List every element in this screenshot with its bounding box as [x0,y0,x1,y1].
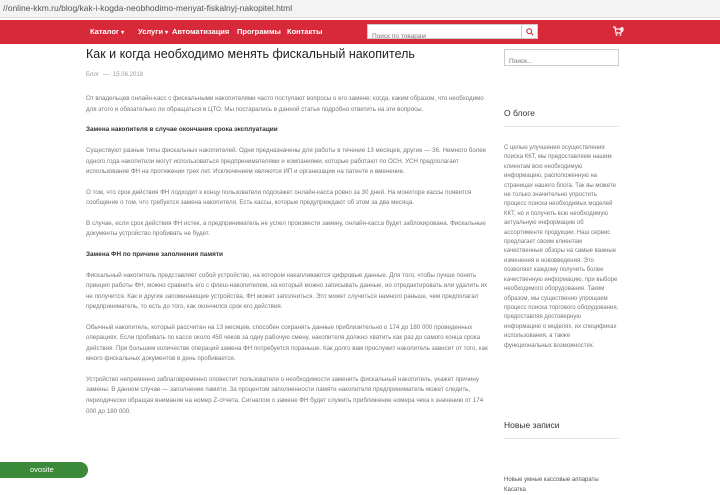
chat-widget-label: ovosite [30,465,54,474]
article-paragraph: Устройство непременно заблаговременно оповестит пользователя о необходимости заменить фискальный накопитель, укажет причину замены. В данном случае — заполнение памяти. За процентом заполненности памяти накопителя предприниматель может следить, периодически обращая внимание на номер Z-отчета. Сигналом о замене ФН будет служить приближение номера чека к значению от 174 000 до 180 000. [86,375,484,415]
nav-contacts[interactable]: Контакты [287,27,323,36]
article-subheading: Замена ФН по причине заполнения памяти [86,250,223,258]
divider [504,438,619,439]
address-bar[interactable] [0,0,720,18]
article-paragraph: Обычный накопитель, который рассчитан на 13 месяцев, способен сохранять данные приблизительно о 174 до 180 000 проведенных операциях. Если пробивать по кассе около 450 чеков за одну рабочую смену, накопителя должно хватить как раз до самого конца срока действия. При большем количестве операций замена ФН потребуется пораньше. Как долго вам прослужит накопитель зависит от того, как много фискальных документов в день пробивается. [86,323,488,363]
article-paragraph: От владельцев онлайн-касс с фискальными накопителями часто поступают вопросы о его замене: когда, каким образом, что необходимо для этого и обязательно ли обращаться в ЦТО. Мы постарались в данной статье подробно ответить на эти вопросы. [86,95,484,113]
about-text: С целью улучшения осуществления поиска ККТ, мы предоставляем нашим клиентам всю необходимую информацию, расположенную на страницах нашего блога. Так вы можете не только значительно упростить процесс поиска необходимых моделей ККТ, но и получить всю необходимую актуальную информацию об ассортименте продукции. Наш сервис предлагает своим клиентам качественные обзоры на самые важные изменения и нововведения. Это позволяет каждому получить более качественную информацию, при выборе необходимого оборудования. Таким образом, мы существенно упрощаем процесс поиска торгового оборудования, предоставляя достоверную информацию о моделях, их спецификах использования, а также функциональных возможностях. [504,145,619,349]
search-button[interactable] [522,24,538,39]
blog-search-input[interactable] [505,54,618,69]
cart-count: 0 [620,27,624,34]
article-paragraph: В случае, если срок действия ФН истек, а предприниматель не успел произвести замену, онлайн-касса будет заблокирована. Фискальные документы устройство пробивать не будет. [86,219,486,238]
nav-services[interactable] [138,27,168,36]
article-body [86,94,488,427]
chat-widget[interactable] [0,462,88,478]
chevron-down-icon: ▾ [121,30,125,36]
nav-catalog[interactable] [90,27,124,36]
divider [504,126,619,127]
article-paragraph: Фискальный накопитель представляет собой устройство, на котором накапливаются цифровые данные. Для того, чтобы лучше понять принцип работы ФН, можно сравнить его с флеш-накопителем, на который можно записывать данные, но отредактировать или удалить их не получится. Как и другие запоминающие устройства, ФН может заполниться. Это может случиться намного раньше, чем предполагал предприниматель, то есть до того, как окончился срок его действия. [86,271,488,311]
product-search[interactable] [367,24,522,39]
search-icon [526,28,534,36]
recent-post-link[interactable]: Новые умные кассовые аппараты [504,477,599,483]
about-heading: О блоге [504,108,535,118]
article-paragraph: Существуют разные типы фискальных накопителей. Одни предназначены для работы в течение 13 месяцев, другие — 36. Немного более одного года накопители могут использоваться предпринимателями и компаниями, которые работают по ОСН. УСН предполагает использование ФН на протяжении трех лет. Исключением являются ИП и организации на патенте и вменение. [86,146,487,176]
nav-services-label: Услуги [138,27,163,36]
chevron-down-icon: ▾ [164,30,168,36]
article-subheading: Замена накопителя в случае окончания срока эксплуатации [86,125,278,133]
url-text: //online-kkm.ru/blog/kak-i-kogda-neobhodimo-menyat-fiskalnyj-nakopitel.html [3,3,293,13]
nav-catalog-label: Каталог [90,27,120,36]
article-meta [86,72,143,78]
product-search-input[interactable] [368,30,521,43]
meta-separator: — [102,72,109,78]
recent-posts-heading: Новые записи [504,420,560,430]
nav-programs[interactable]: Программы [237,27,281,36]
blog-search[interactable] [504,49,619,66]
article-category[interactable]: Блог [86,72,99,78]
article-title: Как и когда необходимо менять фискальный накопитель [86,47,415,61]
article-date: 15.06.2018 [112,72,143,78]
article-paragraph: О том, что срок действия ФН подходит к концу пользователи подскажет онлайн-касса ровно за 30 дней. На мониторе кассы появится сообщение о том, что требуется замена накопителя. Есть кассы, которые предупреждают об этом за два месяца. [86,188,472,207]
main-navbar [0,20,720,44]
recent-post-link[interactable]: Касатка [504,487,526,493]
nav-automation[interactable]: Автоматизация [172,27,230,36]
